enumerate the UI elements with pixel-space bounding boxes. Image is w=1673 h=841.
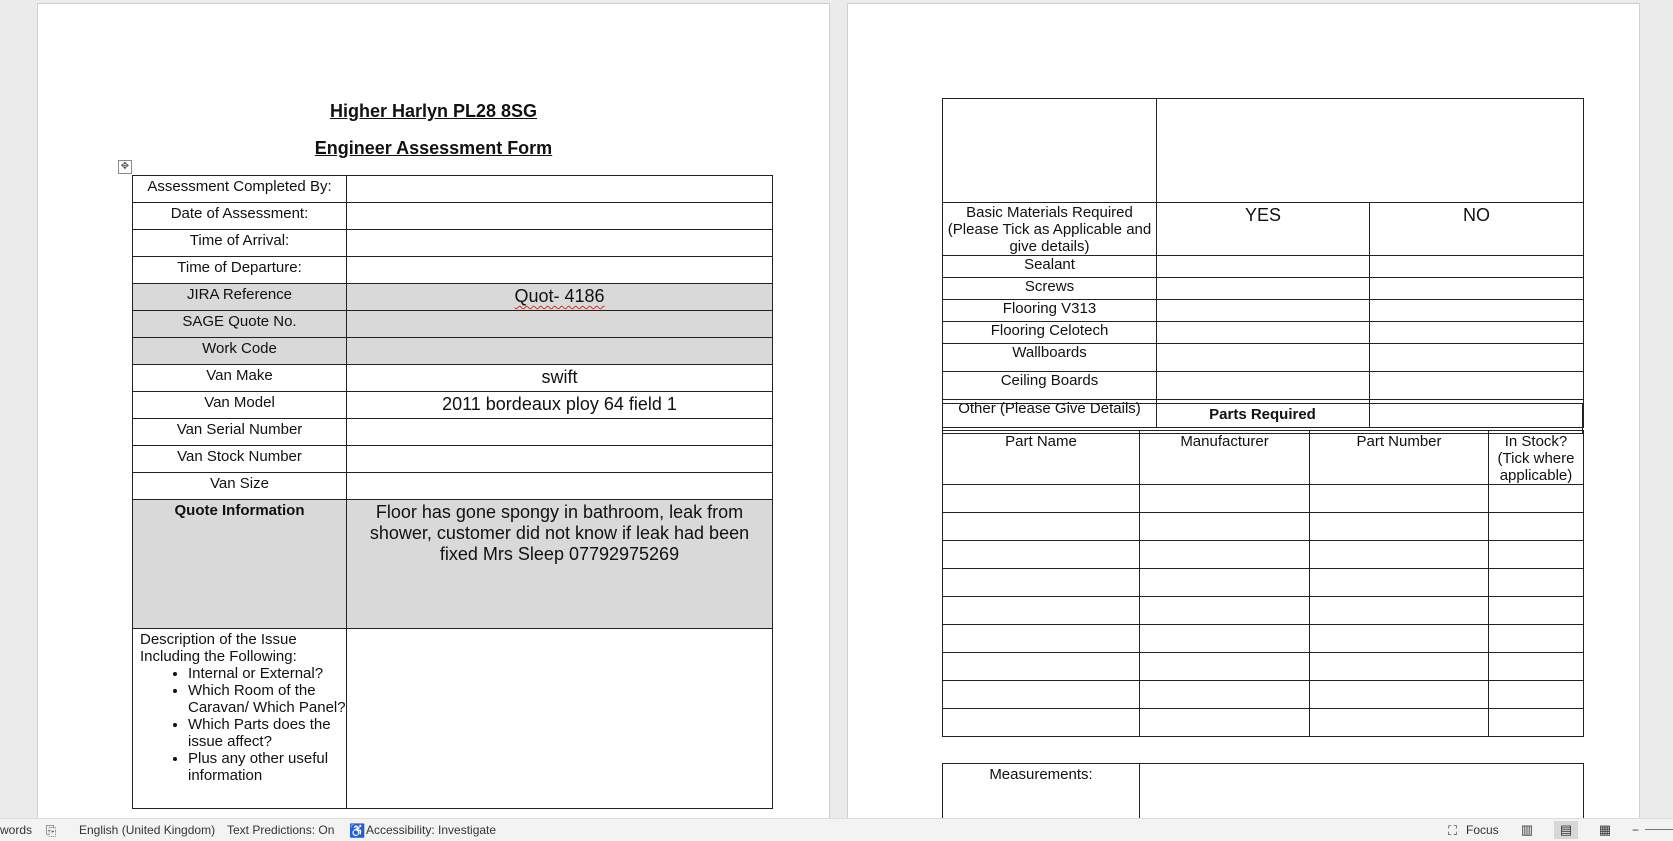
accessibility-icon[interactable]: ♿ — [349, 823, 366, 838]
material-wallboards: Wallboards — [943, 344, 1157, 372]
col-part-number: Part Number — [1310, 431, 1489, 485]
cell[interactable] — [943, 653, 1140, 681]
table-row — [943, 653, 1584, 681]
text-predictions[interactable]: Text Predictions: On — [227, 823, 335, 837]
materials-header: Basic Materials Required (Please Tick as Applicable and give details) — [943, 203, 1157, 256]
material-yes-cell[interactable] — [1157, 322, 1370, 344]
measurements-field[interactable] — [1140, 764, 1584, 819]
field-arrival[interactable] — [347, 230, 773, 257]
cell[interactable] — [1310, 569, 1489, 597]
bullet-parts-affected: • Which Parts does the issue affect? — [188, 716, 346, 750]
material-no-cell[interactable] — [1370, 344, 1584, 372]
cell[interactable] — [1310, 513, 1489, 541]
focus-icon[interactable]: ⛶ — [1448, 823, 1458, 838]
cell[interactable] — [1489, 513, 1584, 541]
label-sage: SAGE Quote No. — [133, 311, 347, 338]
material-yes-cell[interactable] — [1157, 278, 1370, 300]
parts-required-title: Parts Required — [943, 404, 1583, 434]
col-part-name: Part Name — [943, 431, 1140, 485]
label-quote-info: Quote Information — [133, 500, 347, 629]
table-row — [943, 485, 1584, 513]
label-van-model: Van Model — [133, 392, 347, 419]
bullet-room-panel: • Which Room of the Caravan/ Which Panel? — [188, 682, 346, 716]
word-count[interactable]: words — [0, 823, 33, 837]
table-row — [943, 681, 1584, 709]
document-title: Higher Harlyn PL28 8SG — [329, 101, 538, 121]
cell[interactable] — [1489, 485, 1584, 513]
description-heading: Description of the Issue Including the Following: — [140, 631, 297, 665]
read-mode-icon[interactable]: ▥ — [1520, 822, 1534, 837]
cell[interactable] — [943, 681, 1140, 709]
assessment-table — [132, 175, 773, 809]
cell[interactable] — [1310, 681, 1489, 709]
field-departure[interactable] — [347, 257, 773, 284]
proofing-icon[interactable]: ⎘ — [46, 823, 57, 838]
material-yes-cell[interactable] — [1157, 256, 1370, 278]
document-page-2[interactable] — [848, 4, 1639, 818]
col-in-stock: In Stock? (Tick where applicable) — [1489, 431, 1584, 485]
cell[interactable] — [1140, 709, 1310, 737]
cell[interactable] — [1489, 569, 1584, 597]
cell[interactable] — [1140, 653, 1310, 681]
label-completed-by: Assessment Completed By: — [133, 176, 347, 203]
label-van-size: Van Size — [133, 473, 347, 500]
cell[interactable] — [1310, 541, 1489, 569]
cell[interactable] — [1140, 541, 1310, 569]
cell[interactable] — [1310, 597, 1489, 625]
label-van-make: Van Make — [133, 365, 347, 392]
field-description[interactable] — [347, 629, 773, 809]
cell[interactable] — [1140, 597, 1310, 625]
table-row — [943, 597, 1584, 625]
cell[interactable] — [1140, 569, 1310, 597]
label-serial: Van Serial Number — [133, 419, 347, 446]
web-layout-icon[interactable]: ▦ — [1598, 822, 1612, 837]
blank-cell[interactable] — [943, 99, 1157, 203]
cell[interactable] — [943, 709, 1140, 737]
field-sage[interactable] — [347, 311, 773, 338]
jira-value: Quot- 4186 — [514, 286, 605, 306]
blank-header-cell[interactable] — [1157, 99, 1584, 203]
cell[interactable] — [1489, 541, 1584, 569]
material-yes-cell[interactable] — [1157, 344, 1370, 372]
cell[interactable] — [943, 625, 1140, 653]
description-bullets — [140, 665, 346, 784]
field-van-size[interactable] — [347, 473, 773, 500]
material-flooring-celotech: Flooring Celotech — [943, 322, 1157, 344]
material-yes-cell[interactable] — [1157, 372, 1370, 400]
material-yes-cell[interactable] — [1157, 300, 1370, 322]
bullet-internal-external: • Internal or External? — [188, 665, 346, 682]
label-date: Date of Assessment: — [133, 203, 347, 230]
col-manufacturer: Manufacturer — [1140, 431, 1310, 485]
field-work-code[interactable] — [347, 338, 773, 365]
material-sealant: Sealant — [943, 256, 1157, 278]
cell[interactable] — [943, 597, 1140, 625]
label-stock: Van Stock Number — [133, 446, 347, 473]
material-ceiling-boards: Ceiling Boards — [943, 372, 1157, 400]
table-move-handle-icon[interactable]: ✥ — [118, 160, 132, 174]
field-jira[interactable] — [347, 284, 773, 311]
cell[interactable] — [943, 513, 1140, 541]
cell[interactable] — [943, 485, 1140, 513]
label-description — [133, 629, 347, 809]
cell[interactable] — [1140, 485, 1310, 513]
label-jira: JIRA Reference — [133, 284, 347, 311]
cell[interactable] — [1489, 597, 1584, 625]
label-departure: Time of Departure: — [133, 257, 347, 284]
cell[interactable] — [943, 541, 1140, 569]
measurements-table — [942, 763, 1584, 818]
field-date[interactable] — [347, 203, 773, 230]
zoom-slider[interactable] — [1645, 829, 1673, 830]
label-work-code: Work Code — [133, 338, 347, 365]
cell[interactable] — [1140, 625, 1310, 653]
material-no-cell[interactable] — [1370, 278, 1584, 300]
materials-table — [942, 98, 1584, 428]
field-completed-by[interactable] — [347, 176, 773, 203]
cell[interactable] — [1310, 485, 1489, 513]
zoom-out-icon[interactable]: − — [1632, 823, 1640, 837]
material-no-cell[interactable] — [1370, 322, 1584, 344]
accessibility-status[interactable]: Accessibility: Investigate — [366, 823, 497, 837]
table-row — [943, 541, 1584, 569]
cell[interactable] — [1140, 513, 1310, 541]
material-no-cell[interactable] — [1370, 372, 1584, 400]
field-serial[interactable] — [347, 419, 773, 446]
label-arrival: Time of Arrival: — [133, 230, 347, 257]
table-row — [943, 625, 1584, 653]
measurements-label: Measurements: — [943, 764, 1140, 819]
language-indicator[interactable]: English (United Kingdom) — [79, 823, 216, 837]
cell[interactable] — [1489, 625, 1584, 653]
parts-table — [942, 430, 1584, 737]
field-van-model[interactable]: 2011 bordeaux ploy 64 field 1 — [347, 392, 773, 419]
yes-header: YES — [1157, 203, 1370, 256]
cell[interactable] — [1489, 681, 1584, 709]
cell[interactable] — [1140, 681, 1310, 709]
no-header: NO — [1370, 203, 1584, 256]
table-row — [943, 709, 1584, 737]
document-page-1[interactable] — [38, 4, 829, 818]
table-row — [943, 569, 1584, 597]
material-screws: Screws — [943, 278, 1157, 300]
material-other: Other (Please Give Details) — [943, 400, 1157, 428]
material-flooring-v313: Flooring V313 — [943, 300, 1157, 322]
field-stock[interactable] — [347, 446, 773, 473]
field-quote-info[interactable]: Floor has gone spongy in bathroom, leak from shower, customer did not know if leak had been fixed Mrs Sleep 07792975269 — [347, 500, 773, 629]
form-title: Engineer Assessment Form — [314, 138, 553, 158]
field-van-make[interactable]: swift — [347, 365, 773, 392]
print-layout-icon[interactable]: ▤ — [1554, 821, 1578, 839]
status-bar — [0, 818, 1673, 841]
cell[interactable] — [1310, 709, 1489, 737]
cell[interactable] — [1489, 653, 1584, 681]
material-no-cell[interactable] — [1370, 300, 1584, 322]
table-row — [943, 513, 1584, 541]
cell[interactable] — [943, 569, 1140, 597]
material-no-cell[interactable] — [1370, 256, 1584, 278]
cell[interactable] — [1489, 709, 1584, 737]
focus-button[interactable]: Focus — [1466, 823, 1499, 837]
cell[interactable] — [1310, 625, 1489, 653]
bullet-other-info: • Plus any other useful information — [188, 750, 346, 784]
cell[interactable] — [1310, 653, 1489, 681]
